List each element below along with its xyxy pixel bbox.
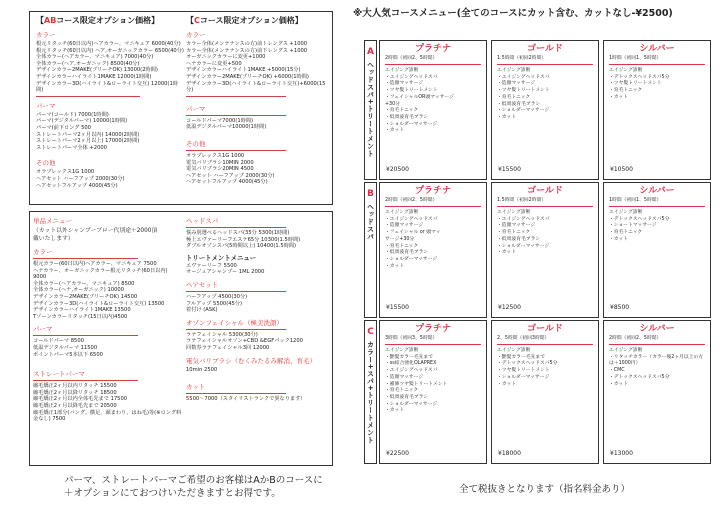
single-treatment-label: トリートメントメニュー xyxy=(186,253,257,262)
ab-perm-item: パーマ(デジタルパーマ) 10000(1時間) xyxy=(36,118,128,125)
card-duration: 2時間（初回2、5時間） xyxy=(609,336,662,341)
card-price: ¥15500 xyxy=(498,166,521,173)
card-item: エイジング診断 xyxy=(609,210,643,215)
divider xyxy=(33,380,138,381)
card-item: ・ショルダーマッサージ xyxy=(385,401,438,407)
card-item: ・育毛トニック xyxy=(497,94,531,100)
course-card-a-gold xyxy=(491,40,599,180)
card-item: ・補修ツヤ髪トリートメント xyxy=(385,381,448,387)
divider xyxy=(385,64,481,65)
c-color-item: カラー全体(メンテナンスの方)前トレングス +1000 xyxy=(186,41,308,47)
ab-perm-item: ストレートパーマ全体 +2000 xyxy=(36,144,107,151)
ab-options-column xyxy=(36,16,184,189)
divider xyxy=(186,393,286,394)
ab-perm-item: パーマ(前下ロング 500 xyxy=(36,124,91,131)
card-duration: 1.5時間（初回2時間） xyxy=(497,56,547,61)
card-item: ・造顔マッサージ xyxy=(385,223,424,229)
card-item: ・低周波育毛ブラシ xyxy=(385,394,429,400)
ab-color-item: デザインカラーハイライト1MAKE 12000(1時間) xyxy=(36,73,152,80)
card-item: ・低周波育毛ブラシ xyxy=(385,114,429,120)
single-menu-note: 戴いたします） xyxy=(33,236,74,242)
divider xyxy=(609,344,705,345)
ab-color-item: デザインカラー3D(ハイライト&ローライト交互) 12000(1時間) xyxy=(36,80,178,94)
course-card-b-platinum xyxy=(379,182,487,318)
course-card-b-silver xyxy=(603,182,711,318)
card-item: ・カット xyxy=(385,128,405,134)
card-price: ¥15500 xyxy=(386,304,409,311)
single-facial-item: ラテフェイシャル 5300(30分) xyxy=(186,331,258,338)
single-straight-item: 縮毛矯正2ヶ月以内リタッチ 15500 xyxy=(33,383,117,390)
card-name: ゴールド xyxy=(527,44,563,54)
single-facial-item: ラテフェイシャルオゾン+CBD &EGFパック1200 xyxy=(186,338,303,345)
card-name: シルバー xyxy=(639,186,675,196)
single-color-item: 全体カラー(ヘナ,オーガニック) 10000 xyxy=(33,287,124,294)
card-item: エイジング診断 xyxy=(497,348,531,353)
ab-perm-item: パーマ(コールド) 7000(1時間) xyxy=(36,111,109,118)
card-item: ・カット xyxy=(385,408,405,414)
card-duration: 3時間（初回3、5時間） xyxy=(385,336,438,341)
divider xyxy=(33,335,138,336)
single-hairset-label: ヘアセット xyxy=(186,280,219,289)
course-type-label: ヘッドスパ xyxy=(366,203,375,241)
left-footer-line: パーマ、ストレートパーマご希望のお客様はAかBのコースに xyxy=(64,475,323,486)
card-price: ¥13000 xyxy=(610,450,633,457)
single-menu-note: （カット以外シャンプーブロー代別途＋2000頂 xyxy=(33,228,158,234)
card-item: ・艶髪カラー毛先まで xyxy=(497,354,545,360)
single-headspa-label: ヘッドスパ xyxy=(186,217,219,225)
single-color-item: デザインカラー3D(ハイライト&ローライト交互) 13500 xyxy=(33,300,165,307)
ab-color-label: カラー xyxy=(36,31,56,39)
card-price: ¥18000 xyxy=(498,450,521,457)
card-item: エイジング診断 xyxy=(385,348,419,353)
course-type-label: ヘッドスパ+トリートメント xyxy=(366,61,375,158)
card-item: ・ツヤ髪トリートメント xyxy=(497,88,550,94)
c-other-label: その他 xyxy=(186,139,206,148)
card-item: ・デトックスヘッドスパ5分 xyxy=(609,74,670,80)
course-letter: B xyxy=(367,189,374,199)
c-color-item: カラー全体(メンテナンスの方)前下レングス +1000 xyxy=(186,47,308,54)
course-row-label-c xyxy=(364,320,377,464)
card-item: エイジング診断 xyxy=(609,68,643,73)
c-color-label: カラー xyxy=(186,31,206,39)
single-color-item: ヘナカラー、オーガニックカラー根元リタッチ(60日以内) xyxy=(33,267,168,274)
card-item: ・育毛トニック xyxy=(497,230,531,236)
ab-color-item: 根元リタッチ(60日以内) ヘア,オーガニックカラー 6500(40分) xyxy=(36,47,184,54)
card-item: ・デトックスヘッドスパ5分 xyxy=(609,374,670,380)
divider xyxy=(609,206,705,207)
single-brush-label: 電気バリブラシ（むくみたるみ解消、育毛） xyxy=(186,356,316,365)
ab-options-title: 【ABコース限定オプション価格】 xyxy=(36,16,160,25)
card-duration: 1時間（初回1、5時間） xyxy=(609,198,662,203)
single-headspa-item: ダブルオゾンスパ(5時間以上) 10400(1.5時間) xyxy=(186,243,297,250)
ab-color-item: 全体カラー(ヘアカラー、マニキュア) 7000(40分) xyxy=(36,54,154,61)
divider xyxy=(186,150,286,151)
single-hairset-item: ハーフアップ 4500(30分) xyxy=(186,293,248,300)
card-item: エイジング診断 xyxy=(385,210,419,215)
single-straight-item: 縮毛矯正1部分(バング、横足、顔まわり、はね毛)等(※ロング料金なし) 7500 xyxy=(33,409,182,423)
card-price: ¥10500 xyxy=(610,166,633,173)
divider xyxy=(186,329,286,330)
course-card-c-gold xyxy=(491,320,599,464)
card-item: ・育毛トニック xyxy=(385,243,419,249)
divider xyxy=(186,96,286,97)
single-straight-label: ストレートパーマ xyxy=(33,370,85,379)
card-item: ・カット xyxy=(385,263,405,269)
ab-perm-item: ストレートパーマ2ヶ月以上) 17000(2時間) xyxy=(36,138,140,145)
ab-other-item: ヘアセット ハーフアップ 2000(30分) xyxy=(36,175,125,182)
divider xyxy=(497,344,593,345)
single-menu-column-left xyxy=(33,217,183,423)
card-item: ・ショルダーマッサージ xyxy=(385,121,438,127)
card-item: エイジング診断 xyxy=(497,210,531,215)
course-card-c-platinum xyxy=(379,320,487,464)
card-item: ・造顔マッサージ xyxy=(497,223,536,229)
single-treatment-item: オージュアシャンプー 1ML 2000 xyxy=(186,269,265,276)
single-straight-item: 縮毛矯正2ヶ月以降リタッチ 18500 xyxy=(33,389,117,396)
ab-perm-item: ストレートパーマ2ヶ月以内) 14000(2時間) xyxy=(36,131,140,138)
card-name: シルバー xyxy=(639,324,675,334)
divider xyxy=(609,64,705,65)
card-item: ・エイジングヘッドスパ xyxy=(385,216,438,222)
single-hairset-item: フルアップ 5500(45分) xyxy=(186,300,243,307)
card-item: ・エイジングヘッドスパ xyxy=(497,216,550,222)
card-item: ・カット xyxy=(497,114,517,120)
c-options-title: 【Cコース限定オプション価格】 xyxy=(186,16,303,25)
card-item: ・カット xyxy=(497,250,517,256)
single-cut-label: カット xyxy=(186,383,206,392)
course-card-c-silver xyxy=(603,320,711,464)
single-menu-title: 単品メニュー xyxy=(33,217,72,225)
card-item: ・CMC xyxy=(609,368,625,374)
course-type-label: カラー+スパ+トリートメント xyxy=(366,341,375,444)
card-item: ・カット xyxy=(609,94,629,100)
card-duration: 1時間（初回1、5時間） xyxy=(609,56,662,61)
ab-other-item: ヘアセットフルアップ 4000(45分) xyxy=(36,182,118,189)
card-item: ・低周波育毛ブラシ xyxy=(497,101,541,107)
divider xyxy=(186,291,286,292)
c-other-item: 電気バリブラシ20MIN 4500 xyxy=(186,166,254,173)
card-item: ・エイジングヘッドスパ xyxy=(385,368,438,374)
c-perm-label: パーマ xyxy=(186,104,206,113)
card-duration: 2時間（初回2、5時間） xyxy=(385,56,438,61)
divider xyxy=(36,96,140,97)
card-item: ・低周波育毛ブラシ xyxy=(497,236,541,242)
card-item: ・ツヤ髪トリートメント xyxy=(497,368,550,374)
single-menu-column-right xyxy=(186,217,329,403)
card-item: ・低周波育毛ブラシ xyxy=(385,250,429,256)
ab-color-item: 全体カラー(ヘア,オーガニック) 8500(40分) xyxy=(36,60,140,67)
single-perm-item: コールドパーマ 8500 xyxy=(33,338,84,345)
card-item: ・ショルダーマッサージ xyxy=(497,243,550,249)
card-name: プラチナ xyxy=(414,324,451,334)
divider xyxy=(33,258,138,259)
card-item: ・ss結合強化OLAPREX xyxy=(385,361,437,367)
single-facial-item: 回数券ラテフェイシャル3回 12000 xyxy=(186,344,270,351)
c-color-item: オーガニックカラーに変更+1000 xyxy=(186,54,266,61)
c-other-item: 電気バリブラシ10MIN 2000 xyxy=(186,159,254,166)
single-brush-item: 10min 2500 xyxy=(186,366,218,373)
card-item: ・育毛トニック xyxy=(385,108,419,114)
card-item: ・艶髪カラー毛先まで xyxy=(385,354,433,360)
divider xyxy=(497,206,593,207)
divider xyxy=(186,115,286,116)
divider xyxy=(385,344,481,345)
course-letter: A xyxy=(367,47,374,57)
divider xyxy=(186,227,286,228)
c-perm-item: 低温デジタルパーマ10000(1時間) xyxy=(186,124,267,131)
card-price: ¥12500 xyxy=(498,304,521,311)
single-straight-item: 縮毛矯正2ヶ月以降毛先まで 20500 xyxy=(33,402,117,409)
course-menu-title: ※大人気コースメニュー(全てのコースにカット含む、カットなし-¥2500) xyxy=(353,8,673,19)
single-color-label: カラー xyxy=(33,248,53,256)
divider xyxy=(497,64,593,65)
course-card-b-gold xyxy=(491,182,599,318)
single-hairset-item: 着付け (ASK) xyxy=(186,307,218,314)
single-headspa-item: 悩み別選べるヘッドスパ(35分 5300(1時間) xyxy=(186,230,290,236)
single-straight-item: 縮毛矯正2ヶ月以内全体毛先まで 17500 xyxy=(33,396,128,403)
card-item: ・ショルダーマッサージ xyxy=(385,256,438,262)
card-name: プラチナ xyxy=(414,44,451,54)
card-name: ゴールド xyxy=(527,324,563,334)
course-letter: C xyxy=(367,327,374,337)
course-card-a-silver xyxy=(603,40,711,180)
single-headspa-item: 極上エヴァーリーフエステ65分 10300(1.5時間) xyxy=(186,236,301,243)
tax-note: 全て税抜きとなります（指名料金あり） xyxy=(459,484,631,495)
card-name: プラチナ xyxy=(414,186,451,196)
card-price: ¥20500 xyxy=(386,166,409,173)
card-item: ・エイジングヘッドスパ xyxy=(497,74,550,80)
course-row-label-a xyxy=(364,40,377,180)
card-name: ゴールド xyxy=(527,186,563,196)
single-color-item: Tゾーンカラーリタッチ(15日以内)4500 xyxy=(33,313,128,320)
card-item: エイジング診断 xyxy=(497,68,531,73)
card-item: ・リタッチカラー（カラー後2ヶ月以上の方は＋1000円） xyxy=(609,354,704,367)
c-color-item: デザインカラー2MAKE(ブリーチOK) +6000(1時間) xyxy=(186,73,309,80)
card-price: ¥22500 xyxy=(386,450,409,457)
card-item: ・育毛トニック xyxy=(385,388,419,394)
card-item: ・造顔マッサージ xyxy=(385,81,424,87)
single-treatment-item: エヴァーリーフ 5500 xyxy=(186,262,237,269)
card-item: ・ショートマッサージ xyxy=(609,223,657,229)
single-color-item: デザインカラーハイライト1MAKE 13500 xyxy=(33,307,131,314)
c-other-item: ヘアセットフルアップ 4000(45分) xyxy=(186,179,268,186)
card-duration: 1.5時間（初回2時間） xyxy=(497,198,547,203)
card-item: ・育毛トニック xyxy=(609,230,643,236)
single-cut-item: 5500～7000（スタイリストランクで異なります） xyxy=(186,396,306,403)
ab-other-label: その他 xyxy=(36,159,56,168)
left-footer-note xyxy=(64,474,323,500)
card-item: ・カット xyxy=(609,381,629,387)
c-color-item: デザインカラー3D(ハイライト&ローライト交互)+6000(15分) xyxy=(186,80,326,94)
card-item: ・デトックスヘッドスパ5分 xyxy=(497,361,558,367)
card-name: シルバー xyxy=(639,44,675,54)
card-duration: 2時間（初回2、5時間） xyxy=(385,198,438,203)
card-item: ・ショルダーマッサージ xyxy=(497,374,550,380)
card-item: エイジング診断 xyxy=(385,68,419,73)
card-item: ・カット xyxy=(497,381,517,387)
card-item: ・エイジングヘッドスパ xyxy=(385,74,438,80)
card-item: ・フェイシャルOR頭マッサージ xyxy=(385,94,454,100)
single-color-item: 全体カラー(ヘアカラー、マニキュア) 8500 xyxy=(33,280,135,287)
c-options-column xyxy=(186,16,329,186)
ab-color-item: 根元リタッチ(60日以内)ヘアカラー、マニキュア 6000(40分) xyxy=(36,41,181,47)
single-perm-item: 低温デジタルパーマ 11500 xyxy=(33,344,98,351)
card-item: ・ツヤ髪トリートメント xyxy=(385,88,438,94)
left-footer-line: ＋オプションにておつけいただきますとお得です。 xyxy=(64,488,281,499)
course-card-a-platinum xyxy=(379,40,487,180)
c-other-item: ヘアセット ハーフアップ 2000(30分) xyxy=(186,172,275,179)
card-item: ・造顔マッサージ xyxy=(497,81,536,87)
card-item: ・造顔マッサージ xyxy=(385,374,424,380)
single-facial-label: オゾンフェイシャル（極美洗顔） xyxy=(186,318,284,327)
c-perm-item: コールドパーマ7000(1時間) xyxy=(186,117,254,124)
single-perm-item: ポイントパーマ5本以下 6500 xyxy=(33,351,103,358)
card-item: ・デトックスヘッドスパ5分 xyxy=(609,216,670,222)
single-color-item: デザインカラー2MAKE(ブリーチOK) 14500 xyxy=(33,293,138,300)
card-item: ・育毛トニック xyxy=(609,88,643,94)
single-color-item: 根元カラー(60日以内)ヘアカラー、マニキュア 7500 xyxy=(33,261,157,267)
card-item: エイジング診断 xyxy=(609,348,643,353)
c-other-item: オラプレックス1G 1000 xyxy=(186,152,245,159)
single-perm-label: パーマ xyxy=(33,325,53,334)
ab-color-item: デザインカラー2MAKE(ブリーチOK) 13000(2時間) xyxy=(36,67,158,74)
c-color-item: デザインカラーハイライト1MAKE +5000(15分) xyxy=(186,67,301,74)
c-color-item: ヘナカラーに変更+500 xyxy=(186,60,242,67)
card-price: ¥8500 xyxy=(610,304,630,311)
course-row-label-b xyxy=(364,182,377,318)
single-color-item: 9000 xyxy=(33,274,47,281)
card-item: ・ツヤ髪トリートメント xyxy=(609,81,662,87)
card-item: ・カット xyxy=(609,236,629,242)
divider xyxy=(385,206,481,207)
card-item: ・ショルダーマッサージ xyxy=(497,108,550,114)
card-item: ・フェイシャル or 頭マッ xyxy=(385,230,441,236)
card-item: サージ+30分 xyxy=(385,236,415,242)
card-item: +30分 xyxy=(385,101,400,107)
ab-other-item: オラプレックス1G 1000 xyxy=(36,169,95,176)
ab-perm-label: パーマ xyxy=(36,101,56,110)
card-duration: 2、5時間（初回3時間） xyxy=(497,336,550,341)
